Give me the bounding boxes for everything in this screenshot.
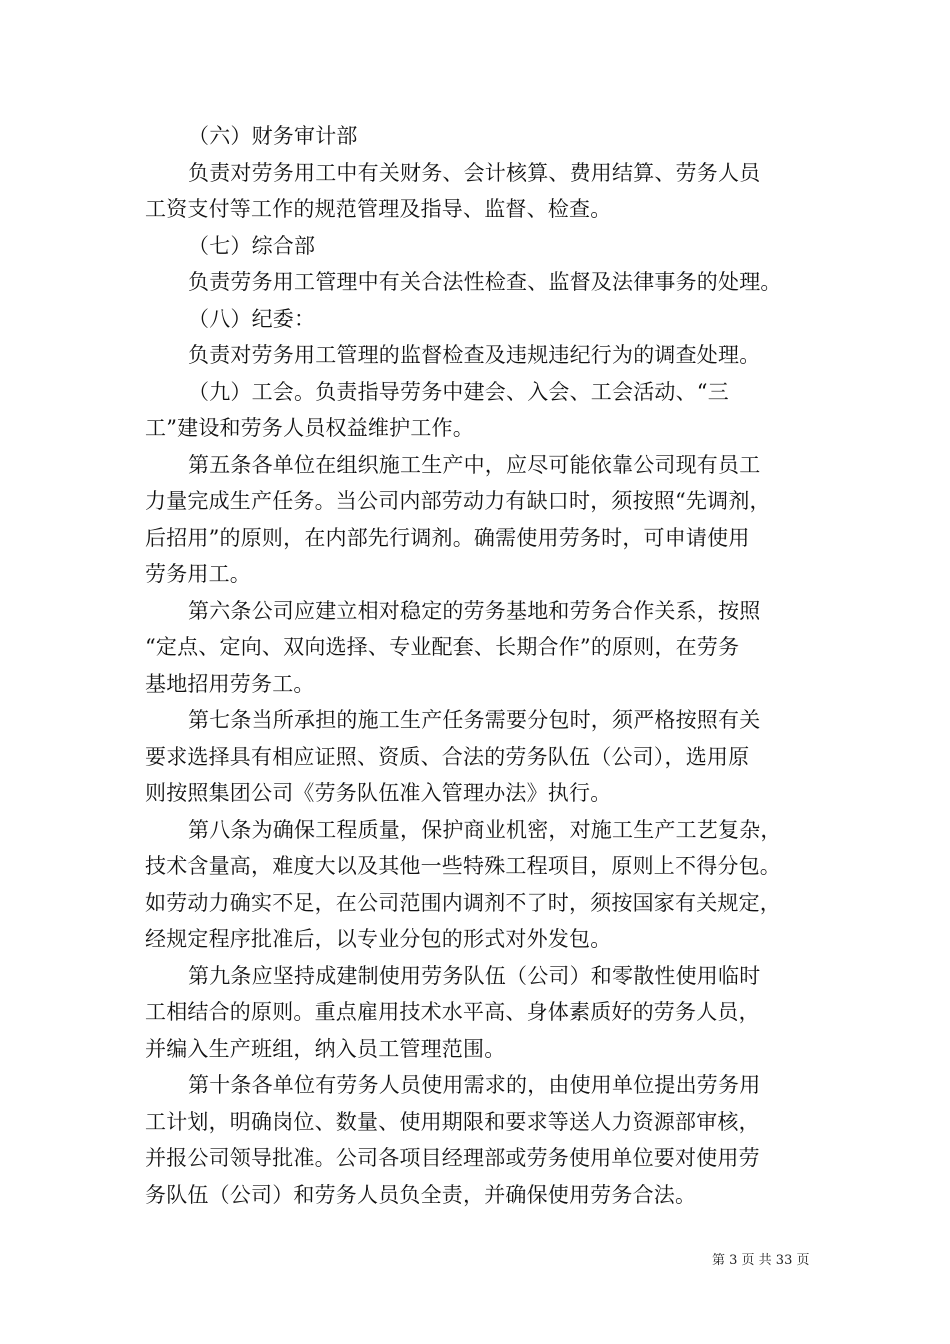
text-line: 后招用”的原则，在内部先行调剂。确需使用劳务时，可申请使用 <box>145 525 750 550</box>
text-line: 如劳动力确实不足，在公司范围内调剂不了时，须按国家有关规定， <box>145 890 781 915</box>
text-line: 工相结合的原则。重点雇用技术水平高、身体素质好的劳务人员， <box>145 1000 760 1024</box>
text-line: 工”建设和劳务人员权益维护工作。 <box>145 416 474 440</box>
text-line: 负责对劳务用工中有关财务、会计核算、费用结算、劳务人员 <box>188 160 761 185</box>
text-line: 并编入生产班组，纳入员工管理范围。 <box>145 1036 506 1061</box>
text-line: 并报公司领导批准。公司各项目经理部或劳务使用单位要对使用劳 <box>145 1146 760 1170</box>
text-line: 第七条当所承担的施工生产任务需要分包时，须严格按照有关 <box>188 708 761 732</box>
text-line: 力量完成生产任务。当公司内部劳动力有缺口时，须按照“先调剂， <box>145 489 771 513</box>
text-line: 第十条各单位有劳务人员使用需求的，由使用单位提出劳务用 <box>188 1073 761 1097</box>
text-line: 则按照集团公司《劳务队伍准入管理办法》执行。 <box>145 781 612 805</box>
text-line: 工资支付等工作的规范管理及指导、监督、检查。 <box>145 197 612 221</box>
text-line: “定点、定向、双向选择、专业配套、长期合作”的原则，在劳务 <box>145 635 740 659</box>
text-line: 负责劳务用工管理中有关合法性检查、监督及法律事务的处理。 <box>188 270 782 294</box>
text-line: （七）综合部 <box>188 233 316 258</box>
text-line: 务队伍（公司）和劳务人员负全责，并确保使用劳务合法。 <box>145 1182 697 1207</box>
text-line: 技术含量高，难度大以及其他一些特殊工程项目，原则上不得分包。 <box>145 854 781 878</box>
text-line: 负责对劳务用工管理的监督检查及违规违纪行为的调查处理。 <box>188 343 761 367</box>
text-line: 第六条公司应建立相对稳定的劳务基地和劳务合作关系，按照 <box>188 598 761 623</box>
document-body <box>145 118 810 1213</box>
text-line: 第八条为确保工程质量，保护商业机密，对施工生产工艺复杂， <box>188 817 782 842</box>
text-line: 第五条各单位在组织施工生产中，应尽可能依靠公司现有员工 <box>188 452 761 477</box>
text-line: （八）纪委： <box>188 306 316 331</box>
text-line: 基地招用劳务工。 <box>145 671 315 696</box>
text-line: 要求选择具有相应证照、资质、合法的劳务队伍（公司），选用原 <box>145 744 750 769</box>
page-number-footer: 第 3 页 共 33 页 <box>712 1253 810 1268</box>
text-line: 工计划，明确岗位、数量、使用期限和要求等送人力资源部审核， <box>145 1109 760 1134</box>
text-line: 经规定程序批准后，以专业分包的形式对外发包。 <box>145 927 612 951</box>
text-line: 劳务用工。 <box>145 562 251 586</box>
text-line: 第九条应坚持成建制使用劳务队伍（公司）和零散性使用临时 <box>188 963 761 988</box>
text-line: （六）财务审计部 <box>188 124 358 148</box>
text-line: （九）工会。负责指导劳务中建会、入会、工会活动、“三 <box>188 379 729 404</box>
